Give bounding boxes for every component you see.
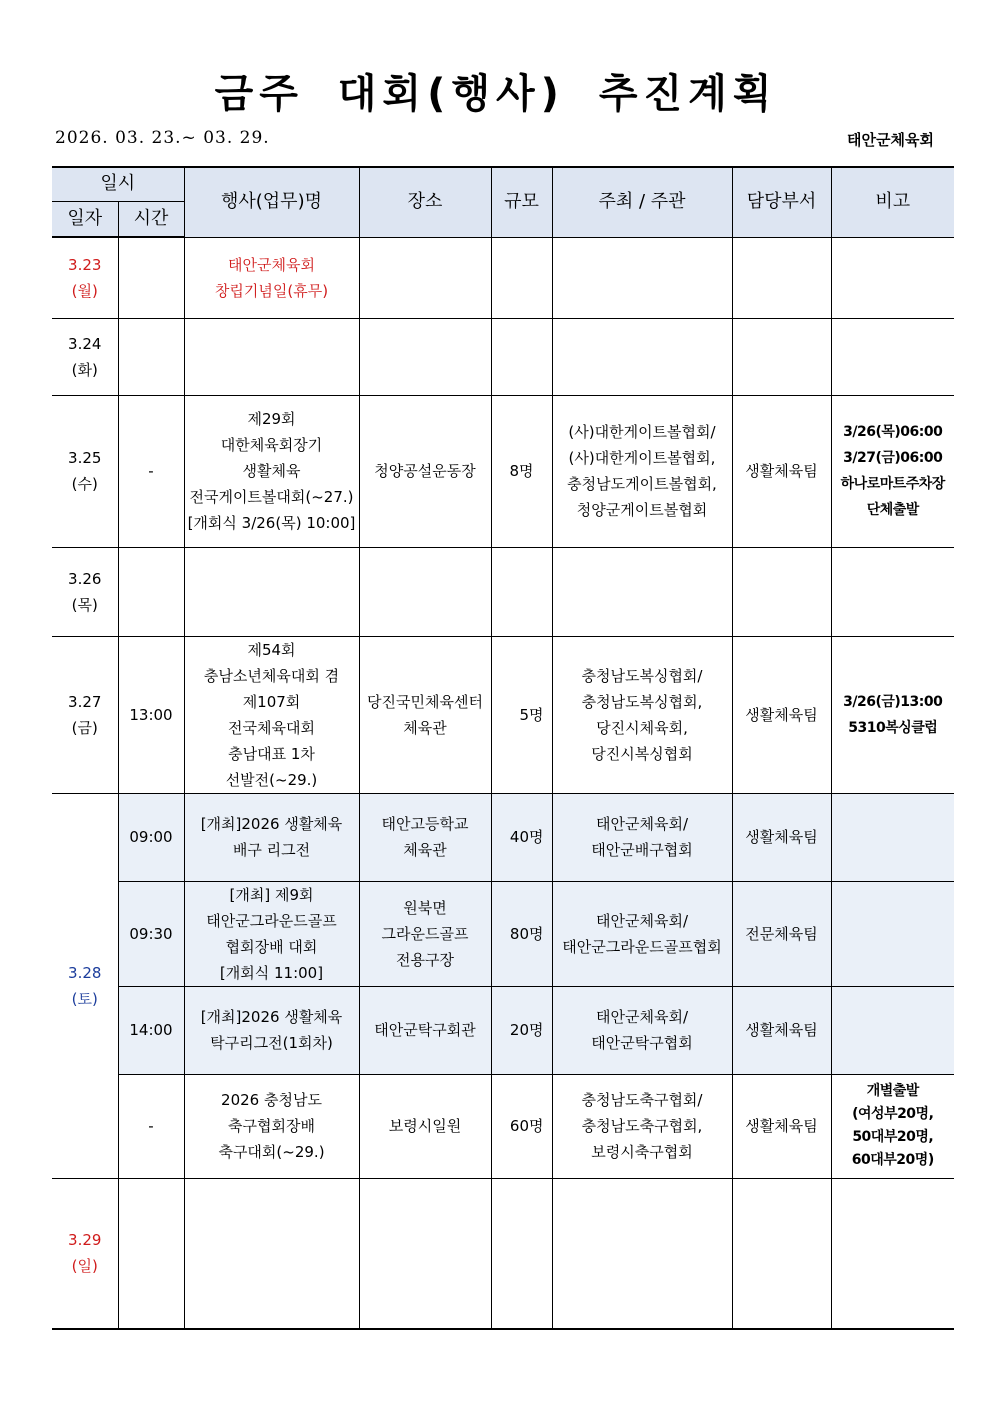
cell-line: 제54회 (247, 640, 296, 659)
date-label: 3.29 (68, 1231, 102, 1250)
cell-line: 전국게이트볼대회(~27.) (189, 488, 354, 506)
venue-cell (359, 636, 491, 793)
weekday-label: (토) (71, 989, 98, 1008)
dept-cell: 전문체육팀 (732, 881, 831, 986)
dept-cell: 생활체육팀 (732, 986, 831, 1074)
organization-name: 태안군체육회 (847, 131, 934, 149)
cell-line: 하나로마트주차장 (840, 476, 945, 492)
date-label: 3.28 (68, 963, 102, 982)
column-header-host: 주최 / 주관 (552, 167, 732, 237)
cell-line: 태안군체육회/ (596, 815, 688, 833)
cell-line: 충남소년체육대회 겸 (203, 666, 340, 685)
cell-line: 태안군체육회/ (596, 1008, 688, 1026)
time-cell: 13:00 (118, 636, 184, 793)
date-cell (52, 237, 118, 318)
scale-cell: 8명 (491, 395, 552, 547)
scale-cell: 5명 (491, 636, 552, 793)
cell-line: 배구 리그전 (232, 841, 311, 859)
venue-cell (359, 318, 491, 395)
cell-line: (사)대한게이트볼협회, (568, 449, 716, 467)
column-header-dept: 담당부서 (732, 167, 831, 237)
note-cell (831, 1074, 954, 1178)
dept-cell (732, 1178, 831, 1329)
event-cell (184, 395, 359, 547)
column-header-note: 비고 (831, 167, 954, 237)
cell-line: 창립기념일(휴무) (214, 281, 329, 300)
scale-cell (491, 237, 552, 318)
dept-cell (732, 237, 831, 318)
scale-cell: 40명 (491, 793, 552, 881)
host-cell (552, 986, 732, 1074)
host-cell (552, 318, 732, 395)
cell-line: 보령시일원 (388, 1117, 462, 1135)
date-label: 3.26 (68, 569, 102, 588)
dept-cell: 생활체육팀 (732, 793, 831, 881)
date-cell (52, 318, 118, 395)
weekday-label: (수) (71, 475, 98, 493)
host-cell (552, 1178, 732, 1329)
dept-cell (732, 318, 831, 395)
cell-line: 그라운드골프 (381, 924, 469, 943)
table-row (52, 318, 954, 395)
event-cell (184, 881, 359, 986)
cell-line: 3/26(목)06:00 (843, 424, 943, 440)
scale-cell: 60명 (491, 1074, 552, 1178)
cell-line: [개최] 제9회 (229, 885, 314, 904)
cell-line: 태안고등학교 (381, 815, 469, 833)
cell-line: 50대부20명, (852, 1129, 934, 1145)
host-cell (552, 237, 732, 318)
time-cell (118, 318, 184, 395)
venue-cell (359, 1074, 491, 1178)
time-cell (118, 1178, 184, 1329)
cell-line: [개최]2026 생활체육 (200, 815, 343, 833)
cell-line: 당진국민체육센터 (367, 692, 483, 711)
date-cell (52, 1178, 118, 1329)
host-cell (552, 547, 732, 636)
cell-line: 단체출발 (866, 502, 919, 518)
cell-line: 협회장배 대회 (225, 937, 318, 956)
cell-line: 태안군탁구회관 (374, 1021, 476, 1039)
event-cell (184, 636, 359, 793)
table-row (52, 636, 954, 793)
host-cell (552, 881, 732, 986)
cell-line: [개회식 3/26(목) 10:00] (187, 514, 356, 532)
table-row (52, 395, 954, 547)
cell-line: 충청남도축구협회/ (581, 1091, 703, 1109)
cell-line: 3/27(금)06:00 (843, 450, 943, 466)
column-header-event: 행사(업무)명 (184, 167, 359, 237)
cell-line: 탁구리그전(1회차) (210, 1034, 333, 1052)
note-cell (831, 793, 954, 881)
venue-cell (359, 1178, 491, 1329)
note-cell (831, 395, 954, 547)
cell-line: 선발전(~29.) (225, 770, 318, 789)
time-cell: 09:00 (118, 793, 184, 881)
scale-cell: 80명 (491, 881, 552, 986)
schedule-table (52, 166, 954, 1330)
table-row (52, 986, 954, 1074)
note-cell (831, 318, 954, 395)
date-label: 3.24 (68, 334, 102, 353)
column-header-date: 일자 (52, 201, 118, 237)
cell-line: 태안군그라운드골프 (206, 911, 337, 930)
cell-line: 충청남도게이트볼협회, (567, 475, 717, 493)
venue-cell (359, 547, 491, 636)
cell-line: 축구협회장배 (228, 1117, 315, 1135)
cell-line: 전용구장 (396, 950, 454, 969)
weekday-label: (일) (71, 1257, 98, 1276)
note-cell (831, 636, 954, 793)
cell-line: [개최]2026 생활체육 (200, 1008, 343, 1026)
cell-line: 당진시복싱협회 (591, 744, 693, 763)
scale-cell (491, 318, 552, 395)
host-cell (552, 793, 732, 881)
cell-line: 당진시체육회, (596, 718, 688, 737)
weekday-label: (금) (71, 718, 98, 737)
weekday-label: (목) (71, 595, 98, 614)
event-cell (184, 318, 359, 395)
cell-line: 제29회 (247, 410, 296, 428)
date-range: 2026. 03. 23.~ 03. 29. (55, 128, 270, 148)
cell-line: 충청남도축구협회, (581, 1117, 703, 1135)
column-header-venue: 장소 (359, 167, 491, 237)
weekday-label: (화) (71, 360, 98, 379)
cell-line: (사)대한게이트볼협회/ (568, 423, 716, 441)
note-cell (831, 1178, 954, 1329)
dept-cell: 생활체육팀 (732, 1074, 831, 1178)
cell-line: 태안군체육회/ (596, 911, 688, 930)
venue-cell (359, 237, 491, 318)
cell-line: 5310복싱클럽 (848, 719, 938, 736)
cell-line: 대한체육회장기 (220, 436, 323, 454)
scale-cell: 20명 (491, 986, 552, 1074)
time-cell: - (118, 1074, 184, 1178)
event-cell (184, 986, 359, 1074)
date-cell (52, 395, 118, 547)
time-cell (118, 547, 184, 636)
time-cell: 09:30 (118, 881, 184, 986)
cell-line: [개회식 11:00] (219, 963, 324, 982)
cell-line: 보령시축구협회 (591, 1143, 693, 1161)
weekday-label: (월) (71, 281, 98, 300)
scale-cell (491, 547, 552, 636)
cell-line: 60대부20명) (851, 1152, 934, 1168)
event-cell (184, 793, 359, 881)
cell-line: 전국체육대회 (228, 718, 315, 737)
cell-line: 생활체육 (242, 462, 301, 480)
column-header-schedule: 일시 (52, 167, 184, 201)
venue-cell (359, 986, 491, 1074)
cell-line: 태안군체육회 (228, 255, 315, 274)
host-cell (552, 636, 732, 793)
note-cell (831, 547, 954, 636)
note-cell (831, 986, 954, 1074)
cell-line: 청양군게이트볼협회 (576, 501, 708, 519)
note-cell (831, 237, 954, 318)
page-title: 금주 대회(행사) 추진계획 (214, 71, 778, 117)
cell-line: 충남대표 1차 (228, 744, 315, 763)
time-cell: 14:00 (118, 986, 184, 1074)
scale-cell (491, 1178, 552, 1329)
host-cell (552, 1074, 732, 1178)
cell-line: 개별출발 (866, 1083, 919, 1099)
cell-line: 3/26(금)13:00 (843, 693, 943, 710)
date-cell (52, 793, 118, 1178)
dept-cell (732, 547, 831, 636)
column-header-time: 시간 (118, 201, 184, 237)
venue-cell (359, 881, 491, 986)
cell-line: 충청남도복싱협회/ (581, 666, 703, 685)
cell-line: 축구대회(~29.) (218, 1143, 325, 1161)
cell-line: 태안군배구협회 (591, 841, 693, 859)
venue-cell (359, 793, 491, 881)
cell-line: 2026 충청남도 (221, 1091, 322, 1109)
table-row (52, 881, 954, 986)
event-cell (184, 1074, 359, 1178)
date-label: 3.25 (68, 449, 102, 467)
cell-line: (여성부20명, (852, 1106, 934, 1122)
column-header-scale: 규모 (491, 167, 552, 237)
cell-line: 제107회 (242, 692, 301, 711)
event-cell (184, 1178, 359, 1329)
table-row (52, 547, 954, 636)
dept-cell: 생활체육팀 (732, 636, 831, 793)
date-label: 3.27 (68, 692, 102, 711)
event-cell (184, 547, 359, 636)
host-cell (552, 395, 732, 547)
cell-line: 체육관 (403, 718, 447, 737)
date-cell (52, 636, 118, 793)
date-cell (52, 547, 118, 636)
table-row (52, 1178, 954, 1329)
dept-cell: 생활체육팀 (732, 395, 831, 547)
time-cell: - (118, 395, 184, 547)
time-cell (118, 237, 184, 318)
cell-line: 체육관 (403, 841, 447, 859)
note-cell (831, 881, 954, 986)
table-row (52, 1074, 954, 1178)
cell-line: 태안군탁구협회 (591, 1034, 693, 1052)
date-label: 3.23 (68, 255, 102, 274)
table-row (52, 237, 954, 318)
cell-line: 원북면 (403, 898, 447, 917)
event-cell (184, 237, 359, 318)
cell-line: 충청남도복싱협회, (581, 692, 703, 711)
cell-line: 태안군그라운드골프협회 (562, 937, 722, 956)
venue-cell: 청양공설운동장 (359, 395, 491, 547)
table-row (52, 793, 954, 881)
